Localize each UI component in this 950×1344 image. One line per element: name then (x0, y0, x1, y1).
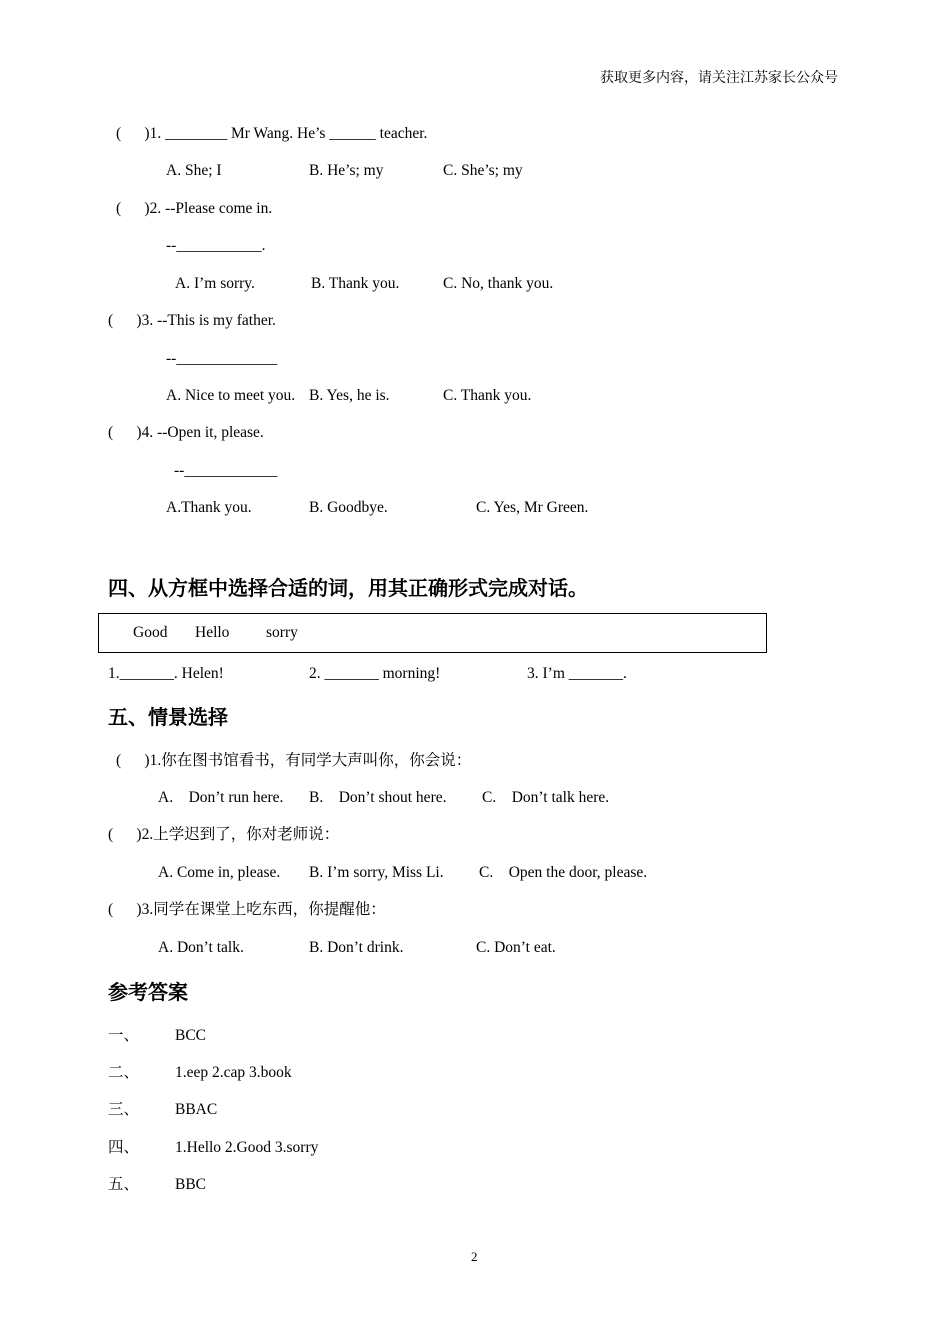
word-box-word-hello: Hello (195, 624, 230, 641)
question-4-answer-line: --____________ (174, 462, 278, 479)
question-2-answer-line: --___________. (166, 237, 266, 254)
answer-value-3: BBAC (175, 1101, 218, 1118)
fill-item-1: 1._______. Helen! (108, 665, 224, 682)
question-3-answer-line: --_____________ (166, 350, 278, 367)
answer-value-2: 1.eep 2.cap 3.book (175, 1064, 292, 1081)
question-4-stem: ( )4. --Open it, please. (108, 424, 264, 441)
scenario-3-option-a: A. Don’t talk. (158, 939, 244, 956)
scenario-2-option-b: B. I’m sorry, Miss Li. (309, 864, 444, 881)
section-4-heading: 四、从方框中选择合适的词，用其正确形式完成对话。 (108, 576, 588, 600)
answers-heading: 参考答案 (108, 980, 188, 1004)
scenario-2-stem: ( )2.上学迟到了，你对老师说： (108, 826, 340, 843)
fill-item-3: 3. I’m _______. (527, 665, 627, 682)
question-3-option-c: C. Thank you. (443, 387, 532, 404)
word-box-word-sorry: sorry (266, 624, 298, 641)
scenario-1-option-a: A. Don’t run here. (158, 789, 284, 806)
answer-label-2: 二、 (108, 1064, 140, 1081)
question-1-option-a: A. She; I (166, 162, 222, 179)
question-2-stem: ( )2. --Please come in. (116, 200, 273, 217)
question-3-stem: ( )3. --This is my father. (108, 312, 276, 329)
word-box-word-good: Good (133, 624, 168, 641)
answer-label-4: 四、 (108, 1139, 140, 1156)
question-4-option-b: B. Goodbye. (309, 499, 388, 516)
question-4-option-c: C. Yes, Mr Green. (476, 499, 589, 516)
scenario-3-option-c: C. Don’t eat. (476, 939, 556, 956)
scenario-2-option-a: A. Come in, please. (158, 864, 281, 881)
scenario-2-option-c: C. Open the door, please. (479, 864, 648, 881)
question-1-stem: ( )1. ________ Mr Wang. He’s ______ teacher. (116, 125, 428, 142)
page-number: 2 (471, 1249, 478, 1264)
scenario-1-option-b: B. Don’t shout here. (309, 789, 447, 806)
scenario-3-option-b: B. Don’t drink. (309, 939, 404, 956)
answer-label-1: 一、 (108, 1027, 140, 1044)
question-3-option-b: B. Yes, he is. (309, 387, 390, 404)
answer-label-3: 三、 (108, 1101, 140, 1118)
question-3-option-a: A. Nice to meet you. (166, 387, 296, 404)
question-2-option-c: C. No, thank you. (443, 275, 554, 292)
question-4-option-a: A.Thank you. (166, 499, 252, 516)
scenario-1-option-c: C. Don’t talk here. (482, 789, 610, 806)
question-1-option-c: C. She’s; my (443, 162, 523, 179)
scenario-1-stem: ( )1.你在图书馆看书，有同学大声叫你，你会说： (116, 752, 472, 769)
answer-value-1: BCC (175, 1027, 207, 1044)
answer-label-5: 五、 (108, 1176, 140, 1193)
fill-item-2: 2. _______ morning! (309, 665, 441, 682)
question-1-option-b: B. He’s; my (309, 162, 384, 179)
answer-value-5: BBC (175, 1176, 207, 1193)
answer-value-4: 1.Hello 2.Good 3.sorry (175, 1139, 319, 1156)
section-5-heading: 五、情景选择 (108, 705, 228, 729)
question-2-option-a: A. I’m sorry. (175, 275, 255, 292)
question-2-option-b: B. Thank you. (311, 275, 400, 292)
page-header: 获取更多内容，请关注江苏家长公众号 (600, 71, 838, 86)
scenario-3-stem: ( )3.同学在课堂上吃东西，你提醒他： (108, 901, 386, 918)
